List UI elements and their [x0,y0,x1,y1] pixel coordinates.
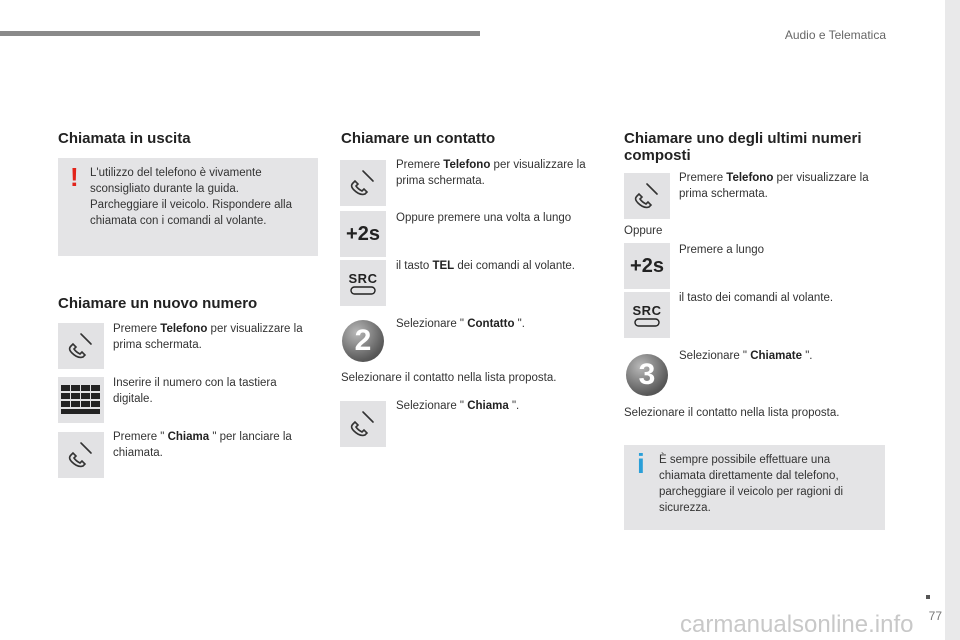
phone-icon [340,160,386,206]
src-button-icon: SRC [340,260,386,306]
instruction-text: Premere Telefono per visualizzare la prima schermata. [113,323,303,351]
info-text: È sempre possibile effettuare una chiamata direttamente dal telefono, parcheggiare il veicolo per ragioni di sicurezza. [659,454,844,514]
instruction-text: il tasto dei comandi al volante. [679,292,834,304]
phone-icon [58,323,104,369]
instruction-text: Selezionare il contatto nella lista proposta. [624,407,840,419]
info-box [624,445,885,530]
section-title-call-contact: Chiamare un contatto [341,130,496,147]
instruction-text: Selezionare " Chiamate ". [679,350,813,362]
src-button-icon: SRC [624,292,670,338]
page-edge-strip [945,0,960,640]
instruction-text: Selezionare " Contatto ". [396,318,525,330]
warning-text: L'utilizzo del telefono è vivamente sconsigliato durante la guida. Parcheggiare il veicolo. Rispondere alla chiamata con i comandi al volante. [90,167,293,227]
warning-box [58,158,318,256]
long-press-icon: +2s [624,243,670,289]
keypad-icon [58,377,104,423]
phone-icon [58,432,104,478]
instruction-text: Premere a lungo [679,244,765,256]
section-title-new-number: Chiamare un nuovo numero [58,295,258,312]
instruction-text: Premere " Chiama " per lanciare la chiamata. [113,431,292,459]
header-title: Audio e Telematica [784,28,886,42]
step-number-badge: 2 [342,320,384,362]
section-title-outgoing-call: Chiamata in uscita [58,130,191,147]
instruction-text: Premere Telefono per visualizzare la prima schermata. [396,159,586,187]
phone-icon [340,401,386,447]
section-title-recent-numbers: Chiamare uno degli ultimi numeri composti [624,130,862,164]
long-press-icon: +2s [340,211,386,257]
page-bullet [926,595,930,599]
warning-icon: ! [70,162,79,192]
header-bar [0,31,480,36]
oppure-label: Oppure [624,225,663,237]
step-number-badge: 3 [626,354,668,396]
page-number: 77 [928,609,942,623]
instruction-text: Inserire il numero con la tastiera digitale. [113,377,277,405]
instruction-text: il tasto TEL dei comandi al volante. [396,260,575,272]
instruction-text: Premere Telefono per visualizzare la prima schermata. [679,172,869,200]
info-icon: i [637,448,645,479]
instruction-text: Selezionare " Chiama ". [396,400,520,412]
instruction-text: Oppure premere una volta a lungo [396,212,572,224]
instruction-text: Selezionare il contatto nella lista proposta. [341,372,557,384]
watermark: carmanualsonline.info [680,611,914,638]
phone-icon [624,173,670,219]
